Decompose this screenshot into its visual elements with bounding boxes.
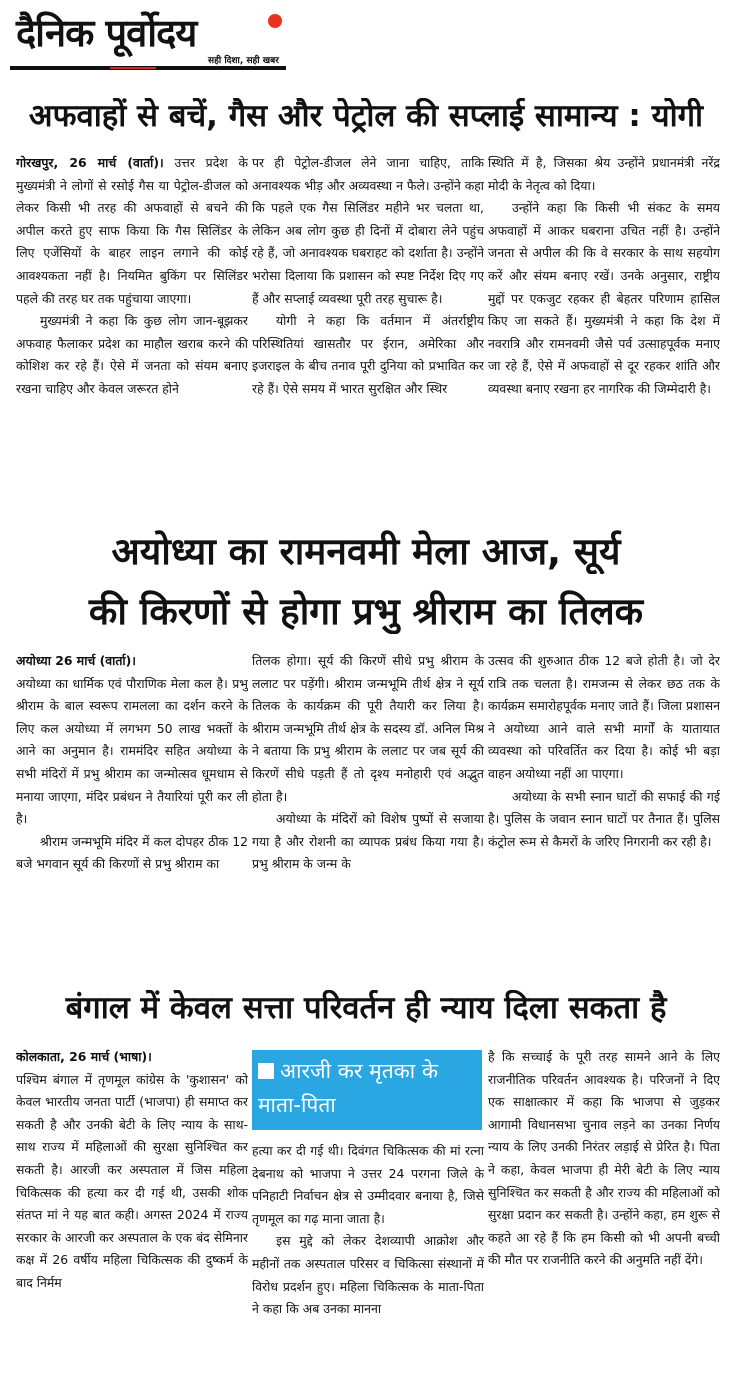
story3-para: है कि सच्चाई के पूरी तरह सामने आने के लिए राजनीतिक परिवर्तन आवश्यक है। परिजनों ने दिए एक साक्षात्कार में कहा कि भाजपा से जुड़कर आगामी विधानसभा चुनाव लड़ने का उनका निर्णय न्याय के लिए उनकी निरंतर लड़ाई से प्रेरित है। पिता ने कहा, केवल भाजपा ही मेरी बेटी के लिए न्याय सुनिश्चित कर सकती है और राज्य की महिलाओं को सुरक्षा प्रदान कर सकती है। उन्होंने कहा, हम शुरू से कहते आ रहे हैं कि हम किसी को भी अपनी बच्ची की मौत पर राजनीति करने की अनुमति नहीं देंगे। <box>488 1049 720 1268</box>
masthead-rule-accent <box>110 67 156 69</box>
story1-column-2 <box>252 152 484 486</box>
logo-dot-icon <box>268 14 282 28</box>
story2-headline-line2: की किरणों से होगा प्रभु श्रीराम का तिलक <box>88 590 644 633</box>
story3-para: पश्चिम बंगाल में तृणमूल कांग्रेस के 'कुशासन' को केवल भारतीय जनता पार्टी (भाजपा) ही समाप्त कर सकती है और उनकी बेटी के लिए न्याय के साथ-साथ राज्य में महिलाओं की सुरक्षा सुनिश्चित कर सकती है। आरजी कर अस्पताल में जिस महिला चिकित्सक की हत्या कर दी गई थी, उसकी शोक संतप्त मां ने यह बात कही। अगस्त 2024 में राज्य सरकार के आरजी कर अस्पताल के एक बंद सेमिनार कक्ष में 26 वर्षीय महिला चिकित्सक की दुष्कर्म के बाद निर्मम <box>16 1071 248 1290</box>
story3-column-2 <box>252 1140 484 1372</box>
story2-para: अयोध्या का धार्मिक एवं पौराणिक मेला कल है। प्रभु श्रीराम के बाल स्वरूप रामलला का दर्शन करने के लिए कल अयोध्या में लगभग 50 लाख भक्तों के आने का अनुमान है। राममंदिर सहित अयोध्या के सभी मंदिरों में प्रभु श्रीराम का जन्मोत्सव धूमधाम से मनाया जाएगा, मंदिर प्रबंधन ने तैयारियां पूरी कर ली है। <box>16 675 248 827</box>
story2-column-1 <box>16 650 248 976</box>
story2-column-3 <box>488 650 720 976</box>
story1-para: योगी ने कहा कि वर्तमान में अंतर्राष्ट्रीय परिस्थितियां खासतौर पर ईरान, अमेरिका और इजराइल के बीच तनाव पूरी दुनिया को प्रभावित कर रहे हैं। ऐसे समय में भारत सुरक्षित और स्थिर <box>252 313 484 396</box>
story1-para: उन्होंने कहा कि किसी भी संकट के समय अफवाहों में आकर घबराना उचित नहीं है। उन्होंने जनता से अपील की कि वे सरकार के साथ सहयोग करें और संयम बनाए रखें। उनके अनुसार, राष्ट्रीय मुद्दों पर एकजुट रहकर ही बेहतर परिणाम हासिल किए जा सकते हैं। मुख्यमंत्री ने कहा कि देश में नवरात्रि और रामनवमी जैसे पर्व उत्साहपूर्वक मनाए जा रहे हैं, ऐसे में अफवाहों से दूर रहकर शांति और व्यवस्था बनाए रखना हर नागरिक की जिम्मेदारी है। <box>488 200 720 396</box>
tagline: सही दिशा, सही खबर <box>208 56 279 66</box>
story2-para: अयोध्या के सभी स्नान घाटों की सफाई की गई है। पुलिस के जवान स्नान घाटों पर तैनात हैं। पुलिस कंट्रोल रूम से कैमरों के जरिए निगरानी कर रही है। <box>488 788 720 849</box>
story3-para: हत्या कर दी गई थी। दिवंगत चिकित्सक की मां रत्ना देबनाथ को भाजपा ने उत्तर 24 परगना जिले के पनिहाटी निर्वाचन क्षेत्र से उम्मीदवार बनाया है, जिसे तृणमूल का गढ़ माना जाता है। <box>252 1143 484 1226</box>
story2-para: तिलक होगा। सूर्य की किरणें सीधे प्रभु श्रीराम के ललाट पर पड़ेंगी। श्रीराम जन्मभूमि तीर्थ क्षेत्र ने सूर्य तिलक के कार्यक्रम की पूरी तैयारी कर लिया है। श्रीराम जन्मभूमि तीर्थ क्षेत्र के सदस्य डॉ. अनिल मिश्र ने बताया कि प्रभु श्रीराम के ललाट पर जब सूर्य की किरणें सीधे पड़ती हैं तो दृश्य मनोहारी एवं अद्भुत होता है। <box>252 653 484 804</box>
story3-highlight-box <box>252 1050 482 1130</box>
story2-column-2 <box>252 650 484 976</box>
story1-column-3 <box>488 152 720 486</box>
story1-para: स्थिति में है, जिसका श्रेय उन्होंने प्रधानमंत्री नरेंद्र मोदी के नेतृत्व को दिया। <box>488 155 720 193</box>
story3-column-3 <box>488 1046 720 1372</box>
story1-headline: अफवाहों से बचें, गैस और पेट्रोल की सप्लाई सामान्य : योगी <box>28 98 704 134</box>
story1-dateline: गोरखपुर, 26 मार्च (वार्ता)। <box>16 155 164 170</box>
masthead <box>10 4 290 72</box>
story1-para: मुख्यमंत्री ने कहा कि कुछ लोग जान-बूझकर अफवाह फैलाकर प्रदेश का माहौल खराब करने की कोशिश कर रहे हैं। ऐसे में जनता को संयम बनाए रखना चाहिए और केवल जरूरत होने <box>16 313 248 396</box>
story1-column-1 <box>16 152 248 486</box>
square-bullet-icon <box>258 1063 274 1079</box>
story2-para: उत्सव की शुरुआत ठीक 12 बजे होती है। जो देर रात्रि तक चलता है। रामजन्म से लेकर छठ तक के कार्यक्रम समारोहपूर्वक मनाए जाते हैं। जिला प्रशासन ने अयोध्या आने वाले सभी मार्गों के यातायात व्यवस्था को परिवर्तित कर दिया है। कोई भी बड़ा वाहन अयोध्या नहीं आ पाएगा। <box>488 653 720 781</box>
story2-dateline <box>16 650 248 673</box>
story1-para: पर ही पेट्रोल-डीजल लेने जाना चाहिए, ताकि अनावश्यक भीड़ और अव्यवस्था न फैले। उन्होंने कहा कि पहले एक गैस सिलिंडर महीने भर चलता था, लेकिन अब लोग कुछ ही दिनों में दोबारा लेने पहुंच रहे हैं, जो अनावश्यक घबराहट को दर्शाता है। उन्होंने भरोसा दिलाया कि प्रशासन को स्पष्ट निर्देश दिए गए हैं और सप्लाई व्यवस्था पूरी तरह सुचारू है। <box>252 155 484 306</box>
story1-para <box>16 152 248 310</box>
story3-headline: बंगाल में केवल सत्ता परिवर्तन ही न्याय दिला सकता है <box>65 990 667 1026</box>
story2-para: अयोध्या के मंदिरों को विशेष पुष्पों से सजाया गया है और रोशनी का व्यापक प्रबंध किया गया है। प्रभु श्रीराम के जन्म के <box>252 811 484 872</box>
newspaper-logo: दैनिक पूर्वोदय <box>16 11 197 55</box>
story3-dateline-text: कोलकाता, 26 मार्च (भाषा)। <box>16 1049 152 1064</box>
story2-headline-line1: अयोध्या का रामनवमी मेला आज, सूर्य <box>111 530 621 573</box>
story3-para: इस मुद्दे को लेकर देशव्यापी आक्रोश और महीनों तक अस्पताल परिसर व चिकित्सा संस्थानों में विरोध प्रदर्शन हुए। महिला चिकित्सक के माता-पिता ने कहा कि अब उनका मानना <box>252 1233 484 1317</box>
story2-para: श्रीराम जन्मभूमि मंदिर में कल दोपहर ठीक 12 बजे भगवान सूर्य की किरणों से प्रभु श्रीराम का <box>16 833 248 872</box>
story1-text: उत्तर प्रदेश के मुख्यमंत्री ने लोगों से रसोई गैस या पेट्रोल-डीजल को लेकर किसी भी तरह की अफवाहों से बचने की अपील करते हुए साफ किया कि गैस सिलिंडर के लिए एजेंसियों के बाहर लाइन लगाने की कोई आवश्यकता नहीं है। नियमित बुकिंग पर सिलिंडर पहले की तरह घर तक पहुंचाया जाएगा। <box>16 155 248 306</box>
story3-dateline <box>16 1046 248 1069</box>
story3-column-1 <box>16 1046 248 1372</box>
story2-dateline-text: अयोध्या 26 मार्च (वार्ता)। <box>16 653 136 668</box>
story3-highlight-text: आरजी कर मृतका के माता-पिता <box>258 1059 439 1117</box>
